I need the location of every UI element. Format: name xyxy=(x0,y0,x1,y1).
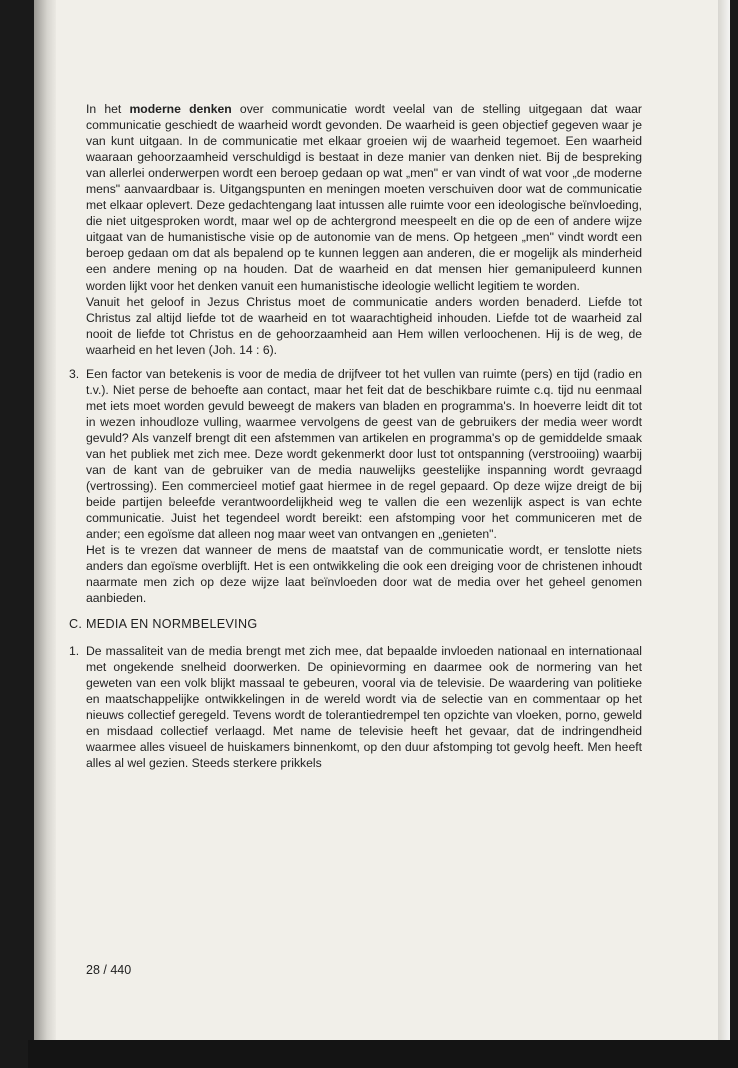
page-edge xyxy=(718,0,730,1068)
page-number: 28 / 440 xyxy=(86,963,132,977)
paragraph-egoism: Het is te vrezen dat wanneer de mens de maatstaf van de communicatie wordt, er tenslotte niets anders dan egoïsme overblijft. Het is een ontwikkeling die ook een dreiging voor de christenen inhoudt naarmate men zich op deze wijze laat beïnvloeden door wat de media over het geheel genomen aanbieden. xyxy=(86,543,642,606)
binding-shadow xyxy=(34,0,56,1040)
section-heading: C. MEDIA EN NORMBELEVING xyxy=(69,617,258,632)
scan-border xyxy=(28,1040,738,1068)
paragraph-modern-thinking: In het moderne denken over communicatie wordt veelal van de stelling uitgegaan dat waar communicatie geschiedt de waarheid wordt gevonden. De waarheid is geen objectief gegeven waar je van kunt uitgaan. In de communicatie met elkaar groeien wij de waarheid tegemoet. Een waarheid waaraan gehoorzaamheid verschuldigd is bestaat in deze manier van denken niet. Bij de bespreking van allerlei onderwerpen wordt een beroep gedaan op wat „men" er van vindt of wat voor „de moderne mens" aanvaardbaar is. Uitgangspunten en meningen moeten verschuiven door wat de communicatie met elkaar oplevert. Deze gedachtengang laat intussen alle ruimte voor een ideologische beïnvloeding, die niet uitgesproken wordt, maar wel op de achtergrond meespeelt en die op de een of andere wijze uitgaat van de humanistische visie op de autonomie van de mens. Op hetgeen „men" vindt wordt een beroep gedaan om dat als bepalend op te kunnen leggen aan anderen, die er mogelijk als minderheid een andere mening op na houden. Dat de waarheid en dat mensen hier gemanipuleerd kunnen worden lijkt voor het denken vanuit een humanistische ideologie wellicht legitiem te worden. xyxy=(86,102,642,293)
list-number: 1. xyxy=(69,643,80,658)
list-number: 3. xyxy=(69,366,80,381)
body-text xyxy=(69,101,642,771)
paragraph-faith: Vanuit het geloof in Jezus Christus moet de communicatie anders worden benaderd. Liefde tot Christus zal altijd liefde tot de waarheid en tot waarachtigheid inhouden. Liefde tot de waarheid zal nooit de liefde tot Christus en de gehoorzaamheid aan Hem willen verloochenen. Hij is de weg, de waarheid en het leven (Joh. 14 : 6). xyxy=(86,294,642,357)
list-item-1: 1. De massaliteit van de media brengt met zich mee, dat bepaalde invloeden nationaal en internationaal met ongekende snelheid doorwerken. De opinievorming en daarmee ook de normering van het geweten van een volk blijkt massaal te gebeuren, vooral via de televisie. De waardering van politieke en maatschappelijke ontwikkelingen in de wereld wordt via de selectie van en commentaar op het nieuws collectief geregeld. Tevens wordt de tolerantiedrempel ten opzichte van vloeken, porno, geweld en misdaad collectief verlaagd. Met name de televisie heeft het gevaar, dat de indringendheid waarmee alles visueel de huiskamers binnenkomt, op den duur afstomping tot gevolg heeft. Men heeft alles al wel gezien. Steeds sterkere prikkels xyxy=(69,643,642,770)
list-item-3: 3. Een factor van betekenis is voor de media de drijfveer tot het vullen van ruimte (pers) en tijd (radio en t.v.). Niet perse de behoefte aan contact, maar het feit dat de beschikbare ruimte c.q. tijd nu eenmaal met iets moet worden gevuld beweegt de makers van bladen en programma's. In hoeverre leidt dit tot in wezen inhoudloze vulling, waarmee vervolgens de geest van de gebruikers der media weer wordt gevuld? Als vanzelf brengt dit een afstemmen van artikelen en programma's op de gemiddelde smaak van het publiek met zich mee. Deze wordt gekenmerkt door lust tot ontspanning (verstrooiing) waarbij van de kant van de gebruiker van de media nauwelijks geestelijke inspanning wordt gevraagd (vertrossing). Een commercieel motief gaat hiermee in de regel gepaard. Op deze wijze dreigt de bij beide partijen beleefde verantwoordelijkheid weg te vallen die een wezenlijk aspect is van echte communicatie. Juist het tegendeel wordt bereikt: een afstomping voor het communiceren met de ander; een egoïsme dat alleen nog maar weet van ontvangen en „genieten". xyxy=(69,366,642,542)
bold-term: moderne denken xyxy=(129,102,232,116)
